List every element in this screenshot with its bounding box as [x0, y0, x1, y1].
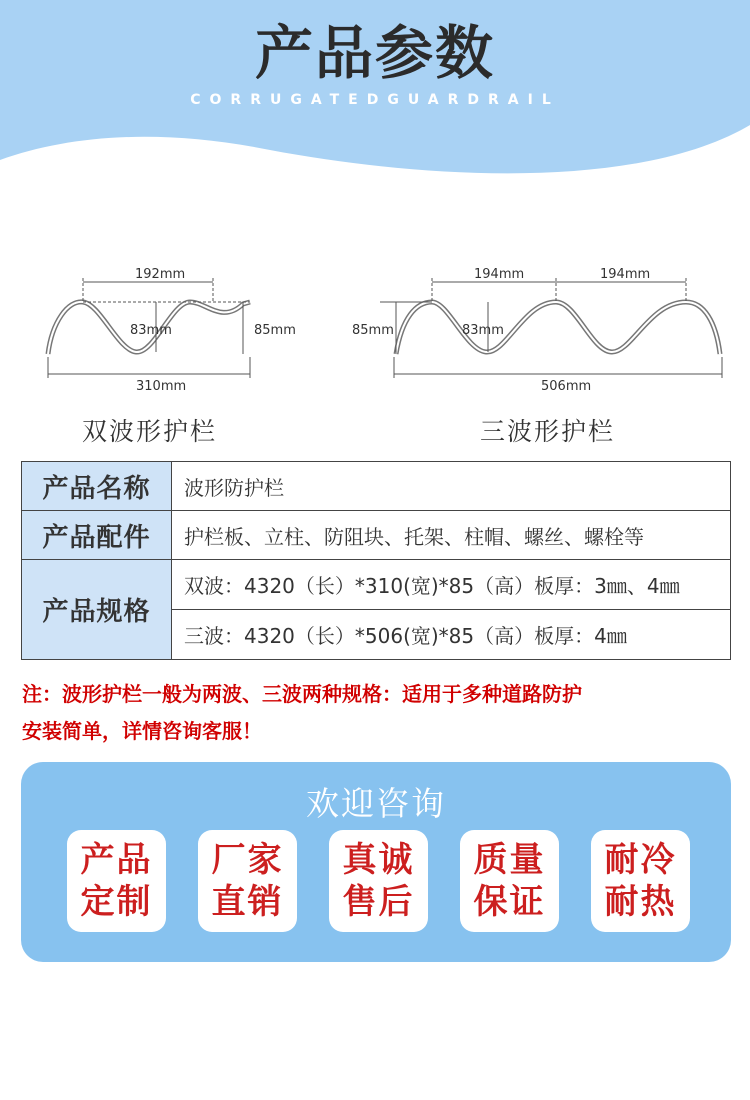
card-line-1: 产品 — [80, 840, 153, 880]
card-line-1: 真诚 — [342, 840, 415, 880]
triple-dim-inner: 83mm — [462, 323, 504, 338]
row-label-spec: 产品规格 — [22, 560, 172, 660]
card-line-2: 定制 — [80, 882, 153, 922]
feature-card-quality — [460, 830, 559, 932]
welcome-title: 欢迎咨询 — [306, 784, 446, 823]
triple-wave-diagram — [348, 262, 738, 406]
card-line-2: 直销 — [211, 882, 284, 922]
header-banner — [0, 0, 750, 180]
row-label-accessories: 产品配件 — [22, 511, 172, 560]
page-subtitle: CORRUGATEDGUARDRAIL — [190, 92, 560, 108]
card-line-2: 售后 — [342, 882, 415, 922]
note-line-2: 安装简单，详情咨询客服！ — [22, 719, 262, 743]
double-dim-inner: 83mm — [130, 323, 172, 338]
table-row — [22, 462, 731, 511]
double-dim-height: 85mm — [254, 323, 296, 338]
double-wave-caption: 双波形护栏 — [82, 417, 218, 446]
triple-wave-caption: 三波形护栏 — [480, 417, 616, 446]
triple-dim-width: 506mm — [541, 379, 592, 394]
row-value-spec-double: 双波：4320（长）*310(宽)*85（高）板厚：3㎜、4㎜ — [172, 560, 731, 610]
feature-card-service — [329, 830, 428, 932]
triple-dim-height: 85mm — [352, 323, 394, 338]
triple-dim-top-right: 194mm — [600, 267, 651, 282]
feature-card-direct — [198, 830, 297, 932]
row-value-spec-triple: 三波：4320（长）*506(宽)*85（高）板厚：4㎜ — [172, 610, 731, 660]
triple-dim-top-left: 194mm — [474, 267, 525, 282]
note-line-1: 注：波形护栏一般为两波、三波两种规格：适用于多种道路防护 — [22, 682, 582, 706]
card-line-2: 耐热 — [604, 882, 677, 922]
feature-card-temperature — [591, 830, 690, 932]
card-line-1: 耐冷 — [604, 840, 677, 880]
page-title: 产品参数 — [254, 19, 495, 87]
note-text — [22, 676, 742, 750]
feature-card-custom — [67, 830, 166, 932]
row-value-accessories: 护栏板、立柱、防阻块、托架、柱帽、螺丝、螺栓等 — [172, 511, 731, 560]
card-line-1: 厂家 — [211, 840, 284, 880]
table-row — [22, 511, 731, 560]
double-dim-width: 310mm — [136, 379, 187, 394]
row-label-name: 产品名称 — [22, 462, 172, 511]
table-row — [22, 560, 731, 610]
card-line-1: 质量 — [473, 840, 546, 880]
welcome-panel — [21, 762, 731, 962]
row-value-name: 波形防护栏 — [172, 462, 731, 511]
card-line-2: 保证 — [473, 882, 546, 922]
spec-table — [21, 461, 731, 660]
double-wave-diagram — [38, 262, 308, 406]
double-dim-top: 192mm — [135, 267, 186, 282]
